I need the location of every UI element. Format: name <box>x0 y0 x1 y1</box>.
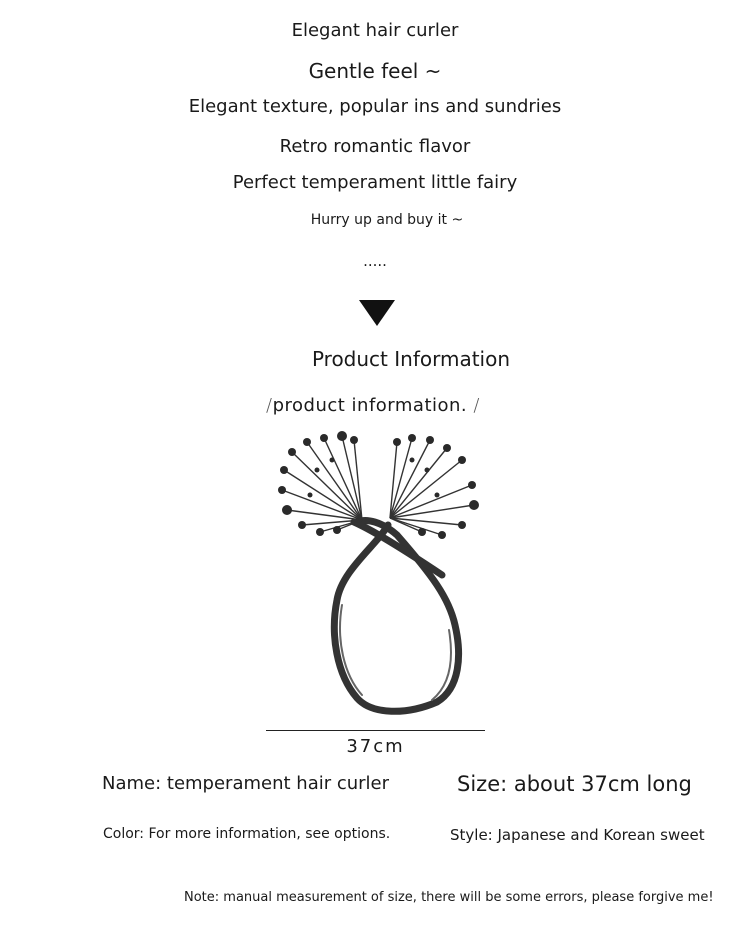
section-subtitle-text: product information. <box>272 395 468 416</box>
down-arrow-icon <box>359 300 395 326</box>
right-flower <box>390 438 474 535</box>
slash-left: / <box>266 395 273 416</box>
slash-right: / <box>473 395 480 416</box>
ellipsis: ..... <box>363 252 387 270</box>
section-title: Product Information <box>311 347 511 371</box>
intro-line-2: Gentle feel ~ <box>308 59 442 83</box>
intro-line-4: Retro romantic flavor <box>279 136 471 157</box>
intro-line-3: Elegant texture, popular ins and sundries <box>188 96 562 117</box>
spec-size: Size: about 37cm long <box>457 772 692 796</box>
intro-line-6: Hurry up and buy it ~ <box>310 212 464 228</box>
measure-label: 37cm <box>346 736 405 757</box>
intro-line-1: Elegant hair curler <box>291 20 459 41</box>
hair-curler-band <box>334 521 458 712</box>
spec-name: Name: temperament hair curler <box>102 773 390 794</box>
spec-style: Style: Japanese and Korean sweet <box>450 826 705 844</box>
size-note: Note: manual measurement of size, there will be some errors, please forgive me! <box>184 890 714 905</box>
intro-line-5: Perfect temperament little fairy <box>232 172 518 193</box>
hair-curler-image <box>262 430 487 720</box>
section-subtitle <box>0 395 748 416</box>
spec-color: Color: For more information, see options. <box>103 826 391 842</box>
measure-line <box>266 730 485 731</box>
